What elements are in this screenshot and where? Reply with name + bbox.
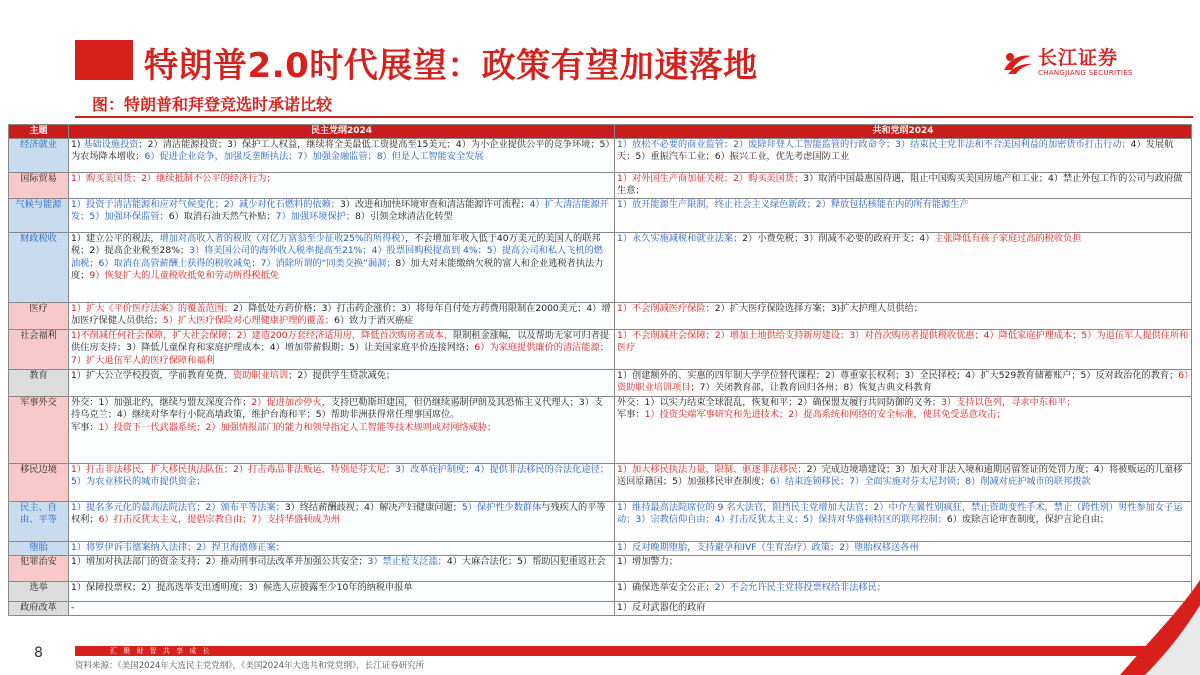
row-rep-cell — [615, 541, 1192, 555]
policy-segment: 5）扩大医疗保险对心理健康护理的覆盖； — [162, 315, 335, 327]
policy-segment: 军事： — [617, 409, 645, 421]
row-topic: 选举 — [9, 581, 69, 601]
policy-segment: 外交：1）加强北约，继续与盟友深度合作； — [71, 396, 252, 408]
logo-name-cn: 长江证券 — [1038, 47, 1119, 69]
policy-segment: 3）取消中国最惠国待遇，阻止中国购买美国房地产和工业；4）禁止外包工作的公司与政府做生意； — [617, 173, 1183, 197]
policy-segment: 3）改进和加快环境审查和清洁能源许可流程； — [339, 198, 530, 210]
policy-segment: 4）扩大清洁能源开发；5）加强环保监管； — [71, 198, 609, 223]
dem-policy-text — [71, 556, 612, 568]
dem-policy-text — [71, 199, 612, 224]
policy-segment: 1）增加警力； — [617, 555, 678, 567]
row-rep-cell — [615, 198, 1192, 232]
rep-policy-text — [617, 370, 1189, 395]
row-topic: 教育 — [9, 369, 69, 396]
dem-policy-text — [71, 502, 612, 527]
table-row — [9, 601, 1192, 615]
rep-policy-text — [617, 173, 1189, 198]
row-rep-cell — [615, 601, 1192, 615]
policy-segment: 1）扩大《平价医疗法案》的覆盖范围； — [71, 302, 234, 314]
policy-segment: 1）投资下一代武器系统；2）加强情报部门的能力和领导指定人工智能等技术规则或对网络威胁； — [98, 421, 497, 433]
header-rep: 共和党纲2024 — [615, 125, 1192, 139]
logo-name-en: CHANGJIANG SECURITIES — [1038, 69, 1133, 77]
policy-segment: 3）将美国公司的海外收入税率提高至21%；4）股票回购税提高到 4%；5）提高公司和私人飞机的燃油税；6）取消在高管薪酬上获得的税收减免；7）消除所谓的“同类交换”漏洞； — [71, 245, 603, 269]
policy-segment: 6）废除言论审查制度，保护言论自由； — [946, 514, 1109, 526]
row-rep-cell — [615, 329, 1192, 369]
row-dem-cell — [69, 139, 615, 173]
header-dem: 民主党纲2024 — [69, 125, 615, 139]
policy-segment: 1) — [71, 139, 84, 150]
source-note: 资料来源：《美国2024年大选民主党党纲》，《美国2024年大选共和党党纲》，长江证券研究所 — [75, 661, 425, 671]
rep-policy-text — [617, 397, 1189, 422]
policy-segment: 1）确保选举安全公正； — [617, 581, 715, 593]
row-dem-cell — [69, 302, 615, 329]
footer-slogan: 汇 聚 财 智 共 享 成 长 — [110, 647, 212, 655]
dem-policy-text — [71, 233, 612, 283]
row-topic: 医疗 — [9, 302, 69, 329]
table-row — [9, 302, 1192, 329]
dem-policy-text — [71, 602, 612, 614]
policy-segment: 6）促进企业竞争，加强反垄断执法；7）加强金融监管；8）但是人工智能安全发展 — [144, 151, 484, 163]
policy-segment: 6）打击反犹太主义，提倡宗教自由；7）支持华盛顿成为州 — [98, 514, 340, 526]
dem-policy-text — [71, 303, 612, 328]
policy-segment: 1）放开能源生产限制，终止社会主义绿色新政；2）释放包括核能在内的所有能源生产 — [617, 198, 969, 210]
policy-segment: 1）购买美国货；2）继续抵制不公平的经济行为； — [71, 173, 276, 184]
rep-policy-text — [617, 582, 1189, 594]
table-row — [9, 198, 1192, 232]
row-topic: 军事外交 — [9, 396, 69, 463]
policy-segment: 外交：1）以实力结束全球混乱，恢复和平；2）确保盟友履行共同防御的义务； — [617, 396, 942, 408]
row-dem-cell — [69, 173, 615, 199]
policy-segment: 1）不会削减医疗保险； — [617, 302, 715, 314]
policy-segment: 与残疾人的平等权利； — [71, 501, 606, 526]
policy-segment: 1)不削减任何社会保障，扩大社会保障；2）建造200万套经济适用房，降低首次购房者成本， — [71, 329, 453, 341]
rep-policy-text — [617, 464, 1189, 489]
table-row — [9, 232, 1192, 302]
row-topic: 经济就业 — [9, 139, 69, 173]
row-topic: 民主、自由、平等 — [9, 501, 69, 541]
row-rep-cell — [615, 232, 1192, 302]
rep-policy-text — [617, 330, 1189, 355]
table-row — [9, 555, 1192, 581]
row-dem-cell — [69, 396, 615, 463]
rep-policy-text — [617, 602, 1189, 614]
policy-segment: 增加对高收入者的税收（对亿万富翁至少征收25%的所得税） — [159, 232, 406, 244]
row-dem-cell — [69, 581, 615, 601]
policy-segment: 1）放松不必要的商业监管；2）废除拜登人工智能监管的行政命令；3）结束民主党非法和不合美国利益的加密货币打击行动； — [617, 139, 1131, 150]
dem-policy-text — [71, 582, 612, 594]
row-dem-cell — [69, 541, 615, 555]
policy-segment: 4）大麻合法化；5）帮助囚犯重返社会 — [446, 555, 606, 567]
row-topic: 国际贸易 — [9, 173, 69, 199]
dem-policy-text — [71, 330, 612, 367]
table-header-row — [9, 125, 1192, 139]
row-dem-cell — [69, 501, 615, 541]
policy-segment: 5）保护性少数群体 — [461, 501, 542, 513]
policy-segment: 1）维持最高法院席位的 9 名大法官，阻挡民主党增加大法官；2）中介左翼性别疯狂，禁止资助变性手术，禁止（跨性别）男性参加女子运动；3）宗教信仰自由；4）打击反犹太主义；5）保持对华盛顿特区的联邦控制； — [617, 501, 1183, 526]
row-topic: 堕胎 — [9, 541, 69, 555]
policy-segment: 1）将罗伊诉韦德案纳入法律；2）捍卫海德修正案； — [71, 541, 285, 553]
caption-divider — [75, 116, 1193, 118]
policy-segment: ，不会增加年收入低于40万美元的美国人的联邦税；2）提高企业税至28%； — [71, 232, 601, 257]
row-rep-cell — [615, 139, 1192, 173]
policy-segment: 2）小费免税；3）削减不必要的政府开支；4） — [742, 232, 935, 244]
policy-segment: 9）恢复扩大的儿童税收抵免和劳动所得税抵免 — [89, 270, 279, 282]
logo-icon — [1000, 48, 1034, 78]
policy-segment: 2）完成边境墙建设；3）加大对非法入境和逾期居留签证的处罚力度；4）将被贩运的儿童移送回原籍国；5）加强移民审查制度； — [617, 463, 1183, 488]
table-row — [9, 541, 1192, 555]
rep-policy-text — [617, 303, 1189, 315]
rep-policy-text — [617, 199, 1189, 211]
rep-policy-text — [617, 502, 1189, 527]
policy-segment: 1）永久实施减税和就业法案； — [617, 232, 743, 244]
row-rep-cell — [615, 173, 1192, 199]
company-logo — [1000, 48, 1133, 78]
row-rep-cell — [615, 369, 1192, 396]
table-row — [9, 463, 1192, 501]
row-topic: 财政税收 — [9, 232, 69, 302]
policy-segment: 8）加大对未能缴纳欠税的富人和企业逃税者执法力度； — [71, 257, 604, 282]
policy-segment: 4）发展航天；5）重振汽车工业；6）振兴工业，优先考虑国防工业 — [617, 139, 1174, 163]
rep-policy-text — [617, 233, 1189, 245]
policy-segment: 3）改革庇护制度；4）提供非法移民的合法化途径；5）为农业移民的城市提供资金； — [71, 463, 609, 488]
policy-segment: 6）资助职业培训项目 — [617, 369, 1189, 394]
policy-segment: 6）致力于消灭癌症 — [334, 315, 414, 327]
policy-segment: ；2）提供学生贷款减免； — [288, 369, 396, 381]
row-dem-cell — [69, 232, 615, 302]
policy-segment: 6）结束连锁移民；7）全面实施对芬太尼封锁；8）削减对庇护城市的联邦拨款 — [769, 476, 1091, 488]
policy-segment: 1）反对武器化的政府 — [617, 601, 706, 613]
policy-segment: 1）增加对执法部门的资金支持；2）推动刑事司法改革并加强公共安全； — [71, 555, 368, 567]
policy-segment: 1）创建额外的、实惠的四年制大学学位替代课程；2）尊重家长权利；3）全民择校；4）扩大529教育储蓄账户；5）反对政治化的教育； — [617, 369, 1179, 381]
row-rep-cell — [615, 396, 1192, 463]
policy-segment: 2）促进加沙停火 — [251, 396, 322, 408]
policy-segment: 7）加强环境保护； — [275, 211, 356, 223]
row-topic: 气候与能源 — [9, 198, 69, 232]
policy-segment: 2）降低处方药价格；3）打击药企涨价；3）将每年自付处方药费用限制在2000美元；4）增加医疗保健人员供给； — [71, 302, 611, 327]
policy-segment: 1）提名多元化的最高法院法官；2）颁布平等法案； — [71, 501, 285, 513]
policy-segment: ，支持巴勒斯坦建国，但仍继续遏制伊朗及其恐怖主义代理人；3）支持乌克兰；4）继续对华奉行小院高墙政策，维护台海和平；5）帮助非洲获得常任理事国席位。 军事： — [71, 396, 604, 433]
policy-segment: 基础设施投资 — [83, 139, 139, 150]
row-rep-cell — [615, 463, 1192, 501]
comparison-table — [8, 124, 1192, 616]
policy-segment: 1）对外国生产商加征关税；2）购买美国货； — [617, 173, 804, 184]
row-dem-cell — [69, 601, 615, 615]
title-accent-block — [75, 40, 133, 80]
policy-segment: 6）取消石油天然气补贴； — [168, 211, 276, 223]
row-dem-cell — [69, 329, 615, 369]
row-topic: 政府改革 — [9, 601, 69, 615]
row-rep-cell — [615, 501, 1192, 541]
row-rep-cell — [615, 581, 1192, 601]
policy-segment: 资助职业培训 — [233, 369, 289, 381]
table-row — [9, 139, 1192, 173]
row-rep-cell — [615, 302, 1192, 329]
table-row — [9, 581, 1192, 601]
dem-policy-text — [71, 542, 612, 554]
table-row — [9, 501, 1192, 541]
policy-segment: - — [71, 601, 75, 613]
table-row — [9, 369, 1192, 396]
rep-policy-text — [617, 556, 1189, 568]
row-topic: 移民边境 — [9, 463, 69, 501]
table-row — [9, 396, 1192, 463]
footer-bar — [75, 646, 1175, 656]
row-dem-cell — [69, 198, 615, 232]
decorative-swoosh — [1120, 580, 1200, 675]
row-topic: 犯罪治安 — [9, 555, 69, 581]
policy-segment: 1）打击非法移民，扩大移民执法队伍；2）打击毒品非法贩运，特别是芬太尼； — [71, 463, 396, 475]
policy-segment: 3）禁止枪支泛滥； — [367, 555, 447, 567]
policy-segment: 1）建立公平的税法， — [71, 232, 160, 244]
header-topic: 主题 — [9, 125, 69, 139]
policy-segment: 6）为家庭提供廉价的清洁能源；7）扩大退伍军人的医疗保障和福利 — [71, 342, 609, 366]
row-rep-cell — [615, 555, 1192, 581]
policy-segment: 1）不会削减社会保障；2）增加土地供给支持新房建设；3）对首次购房者提供税收优惠；4）降低家庭护理成本；5）为退伍军人提供住所和医疗 — [617, 329, 1189, 354]
policy-segment: ；2）清洁能源投资；3）保护工人权益，继续将全美最低工资提高至15美元；4）为小企业提供公平的竞争环境；5）为农场降本增收； — [71, 139, 610, 163]
dem-policy-text — [71, 139, 612, 164]
page-title: 特朗普2.0时代展望：政策有望加速落地 — [144, 46, 758, 86]
rep-policy-text — [617, 139, 1189, 164]
policy-segment: 1）投资尖端军事研究和先进技术；2）提高系统和网络的安全标准，使其免受恶意攻击； — [644, 409, 1006, 421]
table-row — [9, 329, 1192, 369]
policy-segment: 1）投资于清洁能源和应对气候变化；2）减少对化石燃料的依赖； — [71, 198, 340, 210]
policy-segment: 限制租金涨幅，以及帮助无家可归者提供住房支持；3）降低儿童保育和家庭护理成本；4）增加带薪假期；5）让美国家庭平价连接网络； — [71, 329, 610, 354]
policy-segment: ；7）关闭教育部，让教育回归各州；8）恢复古典文科教育 — [690, 382, 932, 394]
figure-caption: 图：特朗普和拜登竞选时承诺比较 — [92, 95, 333, 114]
policy-segment: 1）反对晚期堕胎，支持避孕和IVF（生育治疗）政策；2）堕胎权移送各州 — [617, 541, 919, 553]
dem-policy-text — [71, 370, 612, 382]
row-dem-cell — [69, 555, 615, 581]
policy-segment: 8）引领全球清洁化转型 — [355, 211, 453, 223]
dem-policy-text — [71, 173, 612, 185]
row-dem-cell — [69, 369, 615, 396]
rep-policy-text — [617, 542, 1189, 554]
dem-policy-text — [71, 397, 612, 434]
page-number: 8 — [34, 645, 43, 661]
policy-segment: 1）扩大公立学校投资，学前教育免费， — [71, 369, 234, 381]
policy-segment: 3）支持以色列，寻求中东和平； — [941, 396, 1076, 408]
policy-segment: 1）加大移民执法力量，限制、驱逐非法移民； — [617, 463, 807, 475]
policy-segment: 主张降低有孩子家庭过高的税收负担 — [934, 232, 1082, 244]
row-dem-cell — [69, 463, 615, 501]
policy-segment: 3）终结薪酬歧视；4）解决产妇健康问题； — [284, 501, 462, 513]
policy-segment: 1）保障投票权；2）提高选举支出透明度；3）候选人应披露至少10年的纳税申报单 — [71, 581, 413, 593]
row-topic: 社会福利 — [9, 329, 69, 369]
policy-segment: 2）不会允许民主党将投票权给非法移民； — [714, 581, 886, 593]
table-row — [9, 173, 1192, 199]
dem-policy-text — [71, 464, 612, 489]
policy-segment: 2）扩大医疗保险选择方案；3)扩大护理人员供给； — [714, 302, 923, 314]
